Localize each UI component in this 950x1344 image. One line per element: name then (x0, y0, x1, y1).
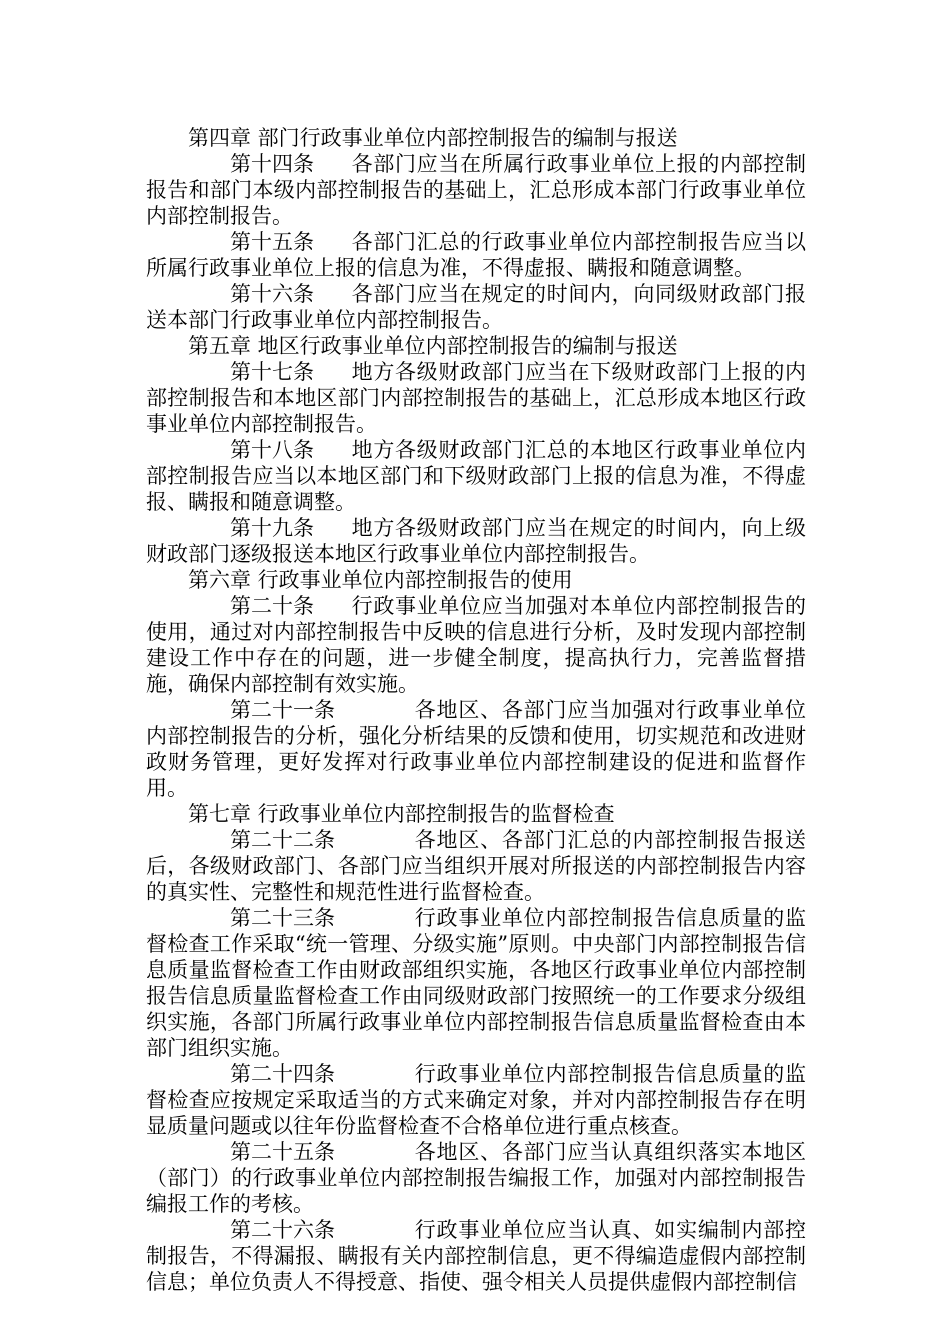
article-text: 行政事业单位应当认真、如实编制内部控制报告，不得漏报、瞒报有关内部控制信息，更不得编造虚假内部控制信息；单位负责人不得授意、指使、强令相关人员提供虚假内部控制信 (146, 1218, 806, 1294)
chapter-heading-text: 第七章 行政事业单位内部控制报告的监督检查 (188, 802, 615, 826)
article-number: 第二十六条 (230, 1218, 335, 1242)
chapter-heading-text: 第六章 行政事业单位内部控制报告的使用 (188, 568, 573, 592)
article-number: 第十九条 (230, 516, 314, 540)
article-number: 第二十三条 (230, 906, 335, 930)
article-text: 各部门汇总的行政事业单位内部控制报告应当以所属行政事业单位上报的信息为准，不得虚报、瞒报和随意调整。 (146, 230, 806, 280)
article-text: 地方各级财政部门汇总的本地区行政事业单位内部控制报告应当以本地区部门和下级财政部门上报的信息为准，不得虚报、瞒报和随意调整。 (146, 438, 806, 514)
article-text: 各地区、各部门汇总的内部控制报告报送后，各级财政部门、各部门应当组织开展对所报送的内部控制报告内容的真实性、完整性和规范性进行监督检查。 (146, 828, 806, 904)
article-paragraph (146, 229, 806, 281)
article-paragraph (146, 359, 806, 437)
article-paragraph (146, 515, 806, 567)
chapter-heading (146, 333, 806, 359)
article-number: 第二十五条 (230, 1140, 335, 1164)
article-paragraph (146, 437, 806, 515)
article-paragraph (146, 281, 806, 333)
article-number: 第十六条 (230, 282, 314, 306)
article-paragraph (146, 827, 806, 905)
article-text: 行政事业单位内部控制报告信息质量的监督检查应按规定采取适当的方式来确定对象，并对内部控制报告存在明显质量问题或以往年份监督检查不合格单位进行重点核查。 (146, 1062, 806, 1138)
article-paragraph (146, 151, 806, 229)
chapter-heading (146, 567, 806, 593)
article-text: 各部门应当在规定的时间内，向同级财政部门报送本部门行政事业单位内部控制报告。 (146, 282, 806, 332)
article-text: 行政事业单位应当加强对本单位内部控制报告的使用，通过对内部控制报告中反映的信息进行分析，及时发现内部控制建设工作中存在的问题，进一步健全制度，提高执行力，完善监督措施，确保内部控制有效实施。 (146, 594, 806, 696)
chapter-heading-text: 第五章 地区行政事业单位内部控制报告的编制与报送 (188, 334, 678, 358)
article-paragraph (146, 1217, 806, 1295)
chapter-heading (146, 801, 806, 827)
article-text: 地方各级财政部门应当在规定的时间内，向上级财政部门逐级报送本地区行政事业单位内部控制报告。 (146, 516, 806, 566)
article-text: 各地区、各部门应当认真组织落实本地区（部门）的行政事业单位内部控制报告编报工作，加强对内部控制报告编报工作的考核。 (146, 1140, 806, 1216)
article-text: 各地区、各部门应当加强对行政事业单位内部控制报告的分析，强化分析结果的反馈和使用，切实规范和改进财政财务管理，更好发挥对行政事业单位内部控制建设的促进和监督作用。 (146, 698, 806, 800)
article-paragraph (146, 1139, 806, 1217)
article-number: 第二十四条 (230, 1062, 335, 1086)
article-number: 第二十二条 (230, 828, 335, 852)
document-page (146, 125, 806, 1295)
article-text: 行政事业单位内部控制报告信息质量的监督检查工作采取“统一管理、分级实施”原则。中央部门内部控制报告信息质量监督检查工作由财政部组织实施，各地区行政事业单位内部控制报告信息质量监督检查工作由同级财政部门按照统一的工作要求分级组织实施，各部门所属行政事业单位内部控制报告信息质量监督检查由本部门组织实施。 (146, 906, 806, 1060)
article-paragraph (146, 697, 806, 801)
article-text: 各部门应当在所属行政事业单位上报的内部控制报告和部门本级内部控制报告的基础上，汇总形成本部门行政事业单位内部控制报告。 (146, 152, 806, 228)
article-number: 第十五条 (230, 230, 314, 254)
article-text: 地方各级财政部门应当在下级财政部门上报的内部控制报告和本地区部门内部控制报告的基础上，汇总形成本地区行政事业单位内部控制报告。 (146, 360, 806, 436)
chapter-heading-text: 第四章 部门行政事业单位内部控制报告的编制与报送 (188, 126, 678, 150)
article-number: 第十七条 (230, 360, 314, 384)
article-paragraph (146, 593, 806, 697)
article-number: 第二十条 (230, 594, 314, 618)
article-paragraph (146, 905, 806, 1061)
article-number: 第二十一条 (230, 698, 335, 722)
article-number: 第十四条 (230, 152, 314, 176)
article-number: 第十八条 (230, 438, 314, 462)
chapter-heading (146, 125, 806, 151)
article-paragraph (146, 1061, 806, 1139)
